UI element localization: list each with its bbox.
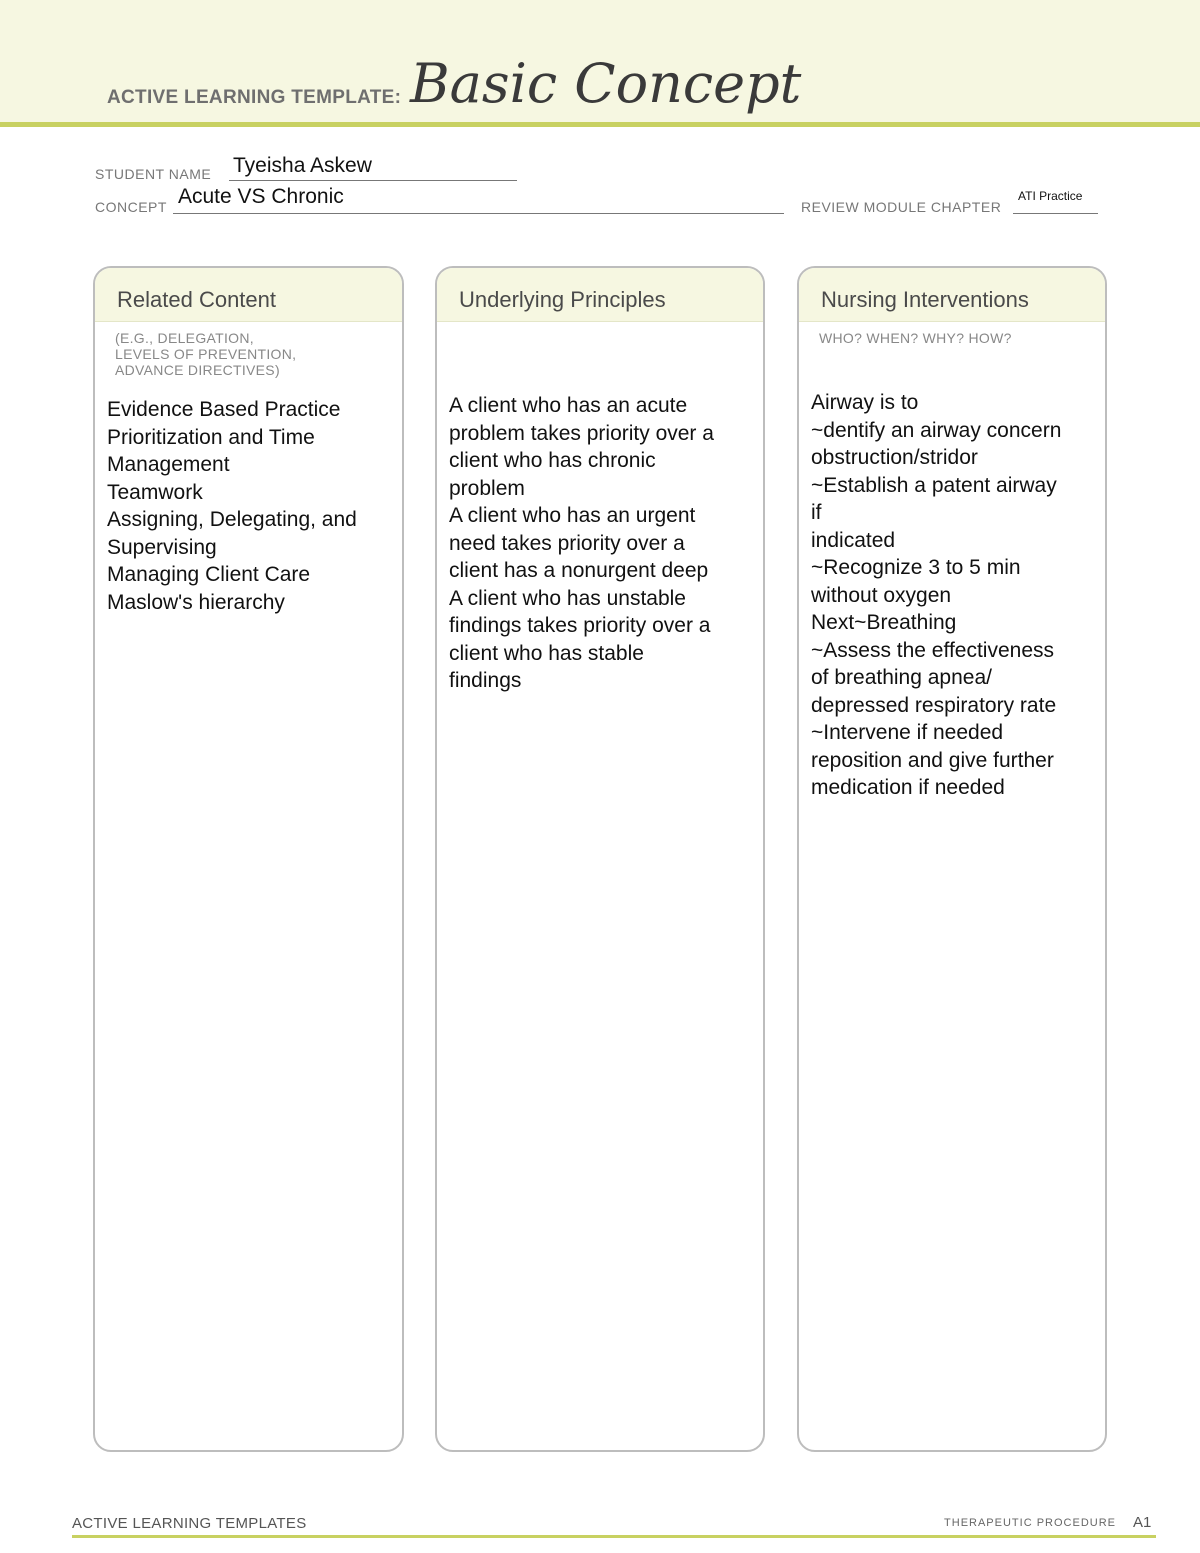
concept-label: CONCEPT <box>95 199 167 215</box>
list-item: ~dentify an airway concern <box>811 418 1062 442</box>
panel-subtitle <box>95 322 402 378</box>
list-item: ~Establish a patent airway <box>811 473 1057 497</box>
list-item: A client who has an acute <box>449 394 688 417</box>
list-item: Maslow's hierarchy <box>107 590 285 614</box>
list-item: Teamwork <box>107 480 203 504</box>
list-item: indicated <box>811 528 896 552</box>
list-item: client who has chronic <box>449 449 656 472</box>
list-item: need takes priority over a <box>449 531 685 555</box>
panel-subtitle <box>799 322 1105 346</box>
list-item: reposition and give further <box>811 748 1054 772</box>
list-item: Management <box>107 453 230 476</box>
concept-underline <box>173 213 784 214</box>
subtitle-line: LEVELS OF PREVENTION, <box>115 346 297 362</box>
list-item: Supervising <box>107 535 217 559</box>
header-divider <box>0 122 1200 127</box>
student-name-value[interactable]: Tyeisha Askew <box>233 154 372 177</box>
underlying-principles-panel <box>435 266 765 1452</box>
list-item: Next~Breathing <box>811 611 957 634</box>
list-item: ~Recognize 3 to 5 min <box>811 556 1021 579</box>
list-item: without oxygen <box>811 583 952 607</box>
footer-divider <box>72 1535 1156 1538</box>
template-title: Basic Concept <box>410 52 802 115</box>
panel-title: Underlying Principles <box>437 268 763 322</box>
list-item: Prioritization and Time <box>107 425 315 449</box>
list-item: Airway is to <box>811 391 919 414</box>
footer-left: ACTIVE LEARNING TEMPLATES <box>72 1515 307 1532</box>
list-item: client who has stable <box>449 641 644 665</box>
review-module-underline <box>1013 213 1098 214</box>
page-number: A1 <box>1133 1514 1152 1531</box>
list-item: Evidence Based Practice <box>107 398 341 421</box>
review-module-label: REVIEW MODULE CHAPTER <box>801 199 1002 215</box>
footer-right: THERAPEUTIC PROCEDURE <box>944 1517 1116 1529</box>
subtitle-line: ADVANCE DIRECTIVES) <box>115 362 280 378</box>
list-item: A client who has unstable <box>449 586 686 610</box>
list-item: problem takes priority over a <box>449 421 714 445</box>
underlying-principles-list[interactable] <box>437 392 763 695</box>
list-item: findings <box>449 669 522 692</box>
list-item: findings takes priority over a <box>449 614 711 637</box>
related-content-panel <box>93 266 404 1452</box>
concept-value[interactable]: Acute VS Chronic <box>178 185 344 208</box>
nursing-interventions-list[interactable] <box>799 389 1105 802</box>
review-module-value[interactable]: ATI Practice <box>1018 189 1083 203</box>
list-item: of breathing apnea/ <box>811 666 992 689</box>
list-item: client has a nonurgent deep <box>449 559 709 582</box>
subtitle-line: WHO? WHEN? WHY? HOW? <box>819 330 1012 346</box>
list-item: ~Assess the effectiveness <box>811 638 1054 662</box>
list-item: A client who has an urgent <box>449 504 696 527</box>
list-item: obstruction/stridor <box>811 446 978 469</box>
list-item: Assigning, Delegating, and <box>107 508 357 531</box>
student-name-label: STUDENT NAME <box>95 166 212 182</box>
student-name-underline <box>229 180 517 181</box>
list-item: problem <box>449 476 525 500</box>
list-item: ~Intervene if needed <box>811 721 1004 744</box>
nursing-interventions-panel <box>797 266 1107 1452</box>
panel-title: Nursing Interventions <box>799 268 1105 322</box>
related-content-list[interactable] <box>95 396 402 616</box>
list-item: depressed respiratory rate <box>811 693 1057 717</box>
subtitle-line: (E.G., DELEGATION, <box>115 330 254 346</box>
list-item: Managing Client Care <box>107 563 311 586</box>
template-label: ACTIVE LEARNING TEMPLATE: <box>107 87 402 108</box>
list-item: medication if needed <box>811 776 1005 799</box>
panel-title: Related Content <box>95 268 402 322</box>
list-item: if <box>811 501 822 524</box>
